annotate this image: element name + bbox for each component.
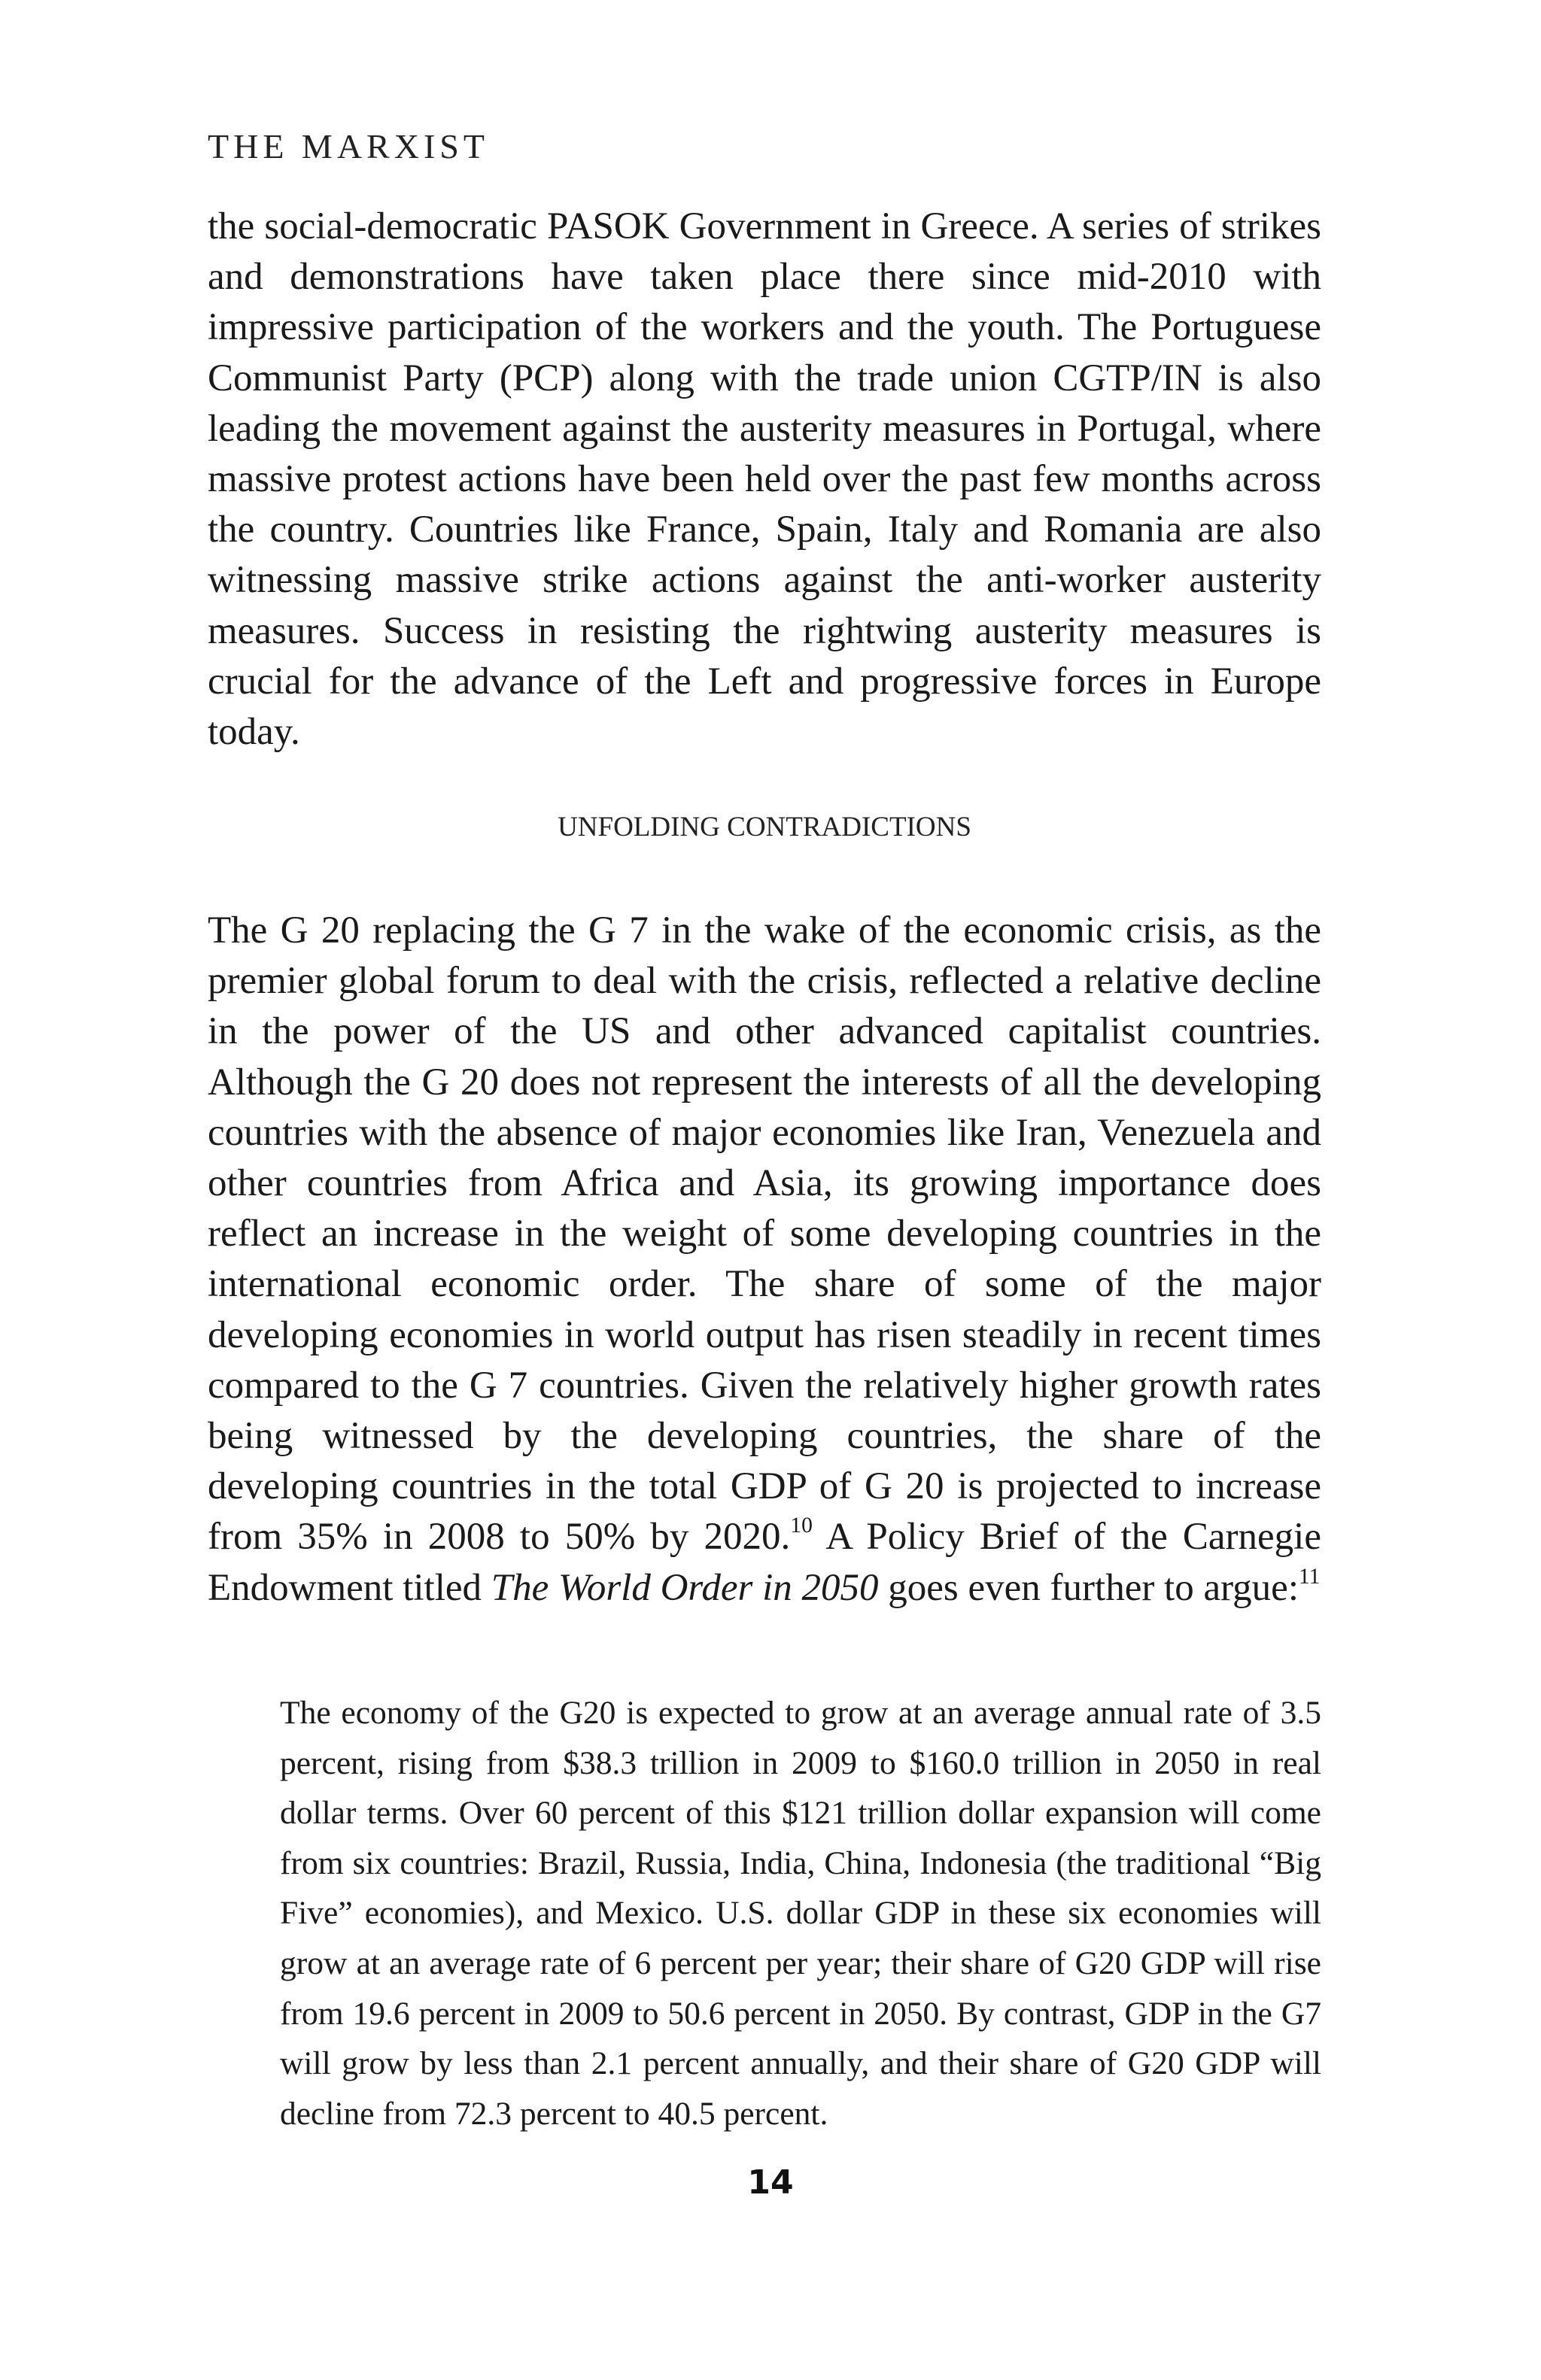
running-head: THE MARXIST [208,127,489,165]
body-paragraph-1: the social-democratic PASOK Government in Greece. A series of strikes and demonstrations have taken place there since mid-2010 with impressive participation of the workers and the youth. The Portuguese Communist Party (PCP) along with the trade union CGTP/IN is also leading the movement against the austerity measures in Portugal, where massive protest actions have been held over the past few months across the country. Countries like France, Spain, Italy and Romania are also witnessing massive strike actions against the anti-worker austerity measures. Success in resisting the rightwing austerity measures is crucial for the advance of the Left and progressive forces in Europe today. [208,205,1321,754]
cited-title: The World Order in 2050 [491,1566,879,1609]
block-quote: The economy of the G20 is expected to grow at an average annual rate of 3.5 percent, rising from $38.3 trillion in 2009 to $160.0 trillion in 2050 in real dollar terms. Over 60 percent of this $121 trillion dollar expansion will come from six countries: Brazil, Russia, India, China, Indonesia (the traditional “Big Five” economies), and Mexico. U.S. dollar GDP in these six economies will grow at an average rate of 6 percent per year; their share of G20 GDP will rise from 19.6 percent in 2009 to 50.6 percent in 2050. By contrast, GDP in the G7 will grow by less than 2.1 percent annually, and their share of G20 GDP will decline from 72.3 percent to 40.5 percent. [280,1695,1321,2132]
paragraph-2-text-b: A Policy Brief of the Carnegie Endowment titled [208,1516,1321,1609]
page-number: 14 [747,2163,794,2202]
body-paragraph-2 [208,906,1321,1613]
paragraph-2-text-a: The G 20 replacing the G 7 in the wake of the economic crisis, as the premier global forum to deal with the crisis, reflected a relative decline in the power of the US and other advanced capitalist countries. Although the G 20 does not represent the interests of all the developing countries with the absence of major economies like Iran, Venezuela and other countries from Africa and Asia, its growing importance does reflect an increase in the weight of some developing countries in the international economic order. The share of some of the major developing economies in world output has risen steadily in recent times compared to the G 7 countries. Given the relatively higher growth rates being witnessed by the developing countries, the share of the developing countries in the total GDP of G 20 is projected to increase from 35% in 2008 to 50% by 2020. [208,909,1321,1559]
footnote-ref-10[interactable]: 10 [790,1513,813,1538]
paragraph-2-text-c: goes even further to argue: [878,1566,1299,1609]
section-heading: UNFOLDING CONTRADICTIONS [558,812,971,842]
footnote-ref-11[interactable]: 11 [1298,1564,1321,1589]
